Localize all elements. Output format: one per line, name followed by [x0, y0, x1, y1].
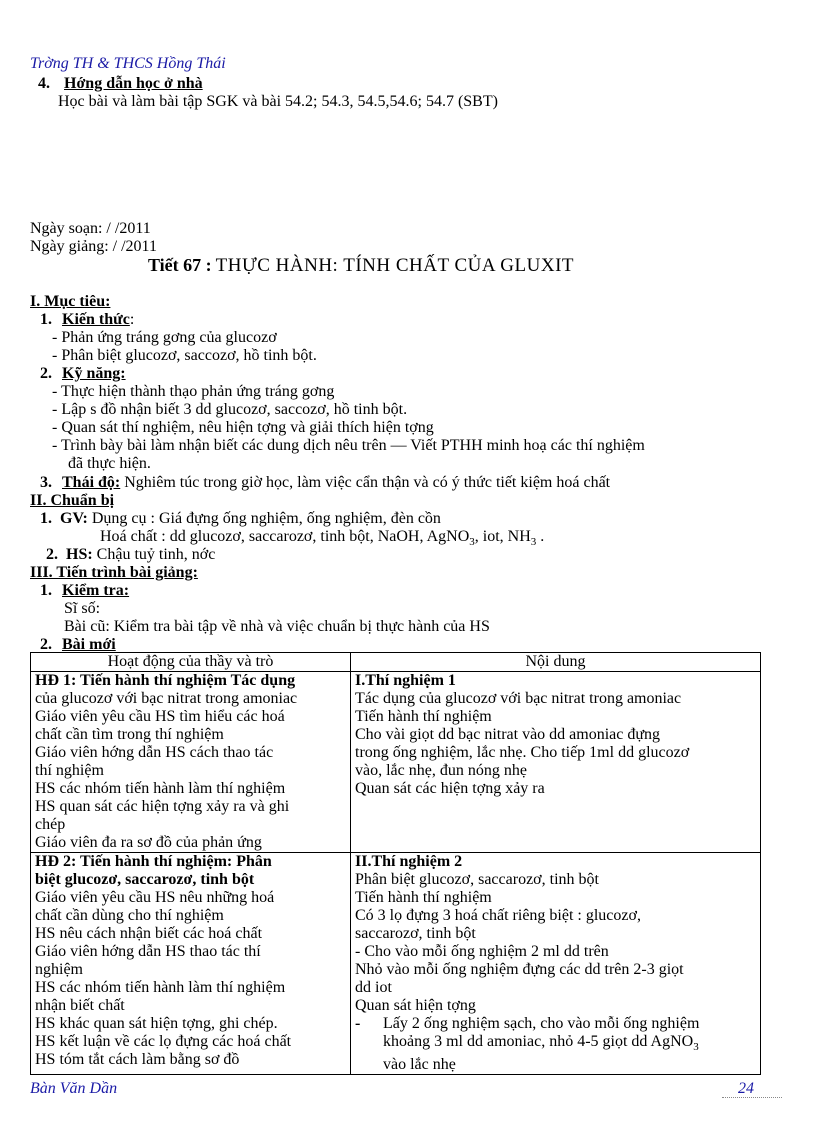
content-line: Quan sát hiện tợng — [355, 997, 476, 1014]
experiment-2-heading: II.Thí nghiệm 2 — [355, 853, 463, 870]
preparation-heading: II. Chuẩn bị — [30, 492, 115, 509]
homework-heading — [38, 75, 203, 93]
skill-item: - Quan sát thí nghiệm, nêu hiện tợng và giải thích hiện tợng — [52, 419, 434, 436]
activity-line: chép — [35, 816, 66, 833]
activity-1-heading: HĐ 1: Tiến hành thí nghiệm Tác dụng — [35, 672, 296, 689]
activity-line: chất cần dùng cho thí nghiệm — [35, 907, 224, 924]
activity-line: Giáo viên hớng dẫn HS cách thao tác — [35, 744, 274, 761]
col-header-content: Nội dung — [351, 653, 761, 672]
homework-heading-text: Hớng dẫn học ở nhà — [64, 75, 203, 92]
hs-num: 2. — [46, 546, 58, 563]
skill-item: - Thực hiện thành thạo phản ứng tráng gơng — [52, 383, 335, 400]
lesson-number: Tiết 67 : — [148, 255, 212, 275]
table-header-row — [31, 653, 761, 672]
activity-line: HS các nhóm tiến hành làm thí nghiệm — [35, 979, 286, 996]
activity-2-heading: biệt glucozơ, saccarozơ, tinh bột — [35, 871, 255, 888]
gv-chem-sub-2: 3 — [530, 536, 537, 549]
homework-text: Học bài và làm bài tập SGK và bài 54.2; 54.3, 54.5,54.6; 54.7 (SBT) — [58, 93, 498, 110]
check-heading — [40, 582, 129, 600]
activity-line: HS kết luận về các lọ đựng các hoá chất — [35, 1033, 292, 1050]
knowledge-label: Kiến thức — [62, 311, 130, 328]
activity-line: thí nghiệm — [35, 762, 104, 779]
bullet-mark: - — [355, 1015, 361, 1032]
activity-line: Giáo viên yêu cầu HS nêu những hoá — [35, 889, 275, 906]
bullet-line: vào lắc nhẹ — [383, 1056, 456, 1074]
hs-text: Chậu tuỷ tinh, nớc — [96, 546, 216, 563]
gv-text: Dụng cụ : Giá đựng ống nghiệm, ống nghiệm, đèn cồn — [91, 510, 441, 527]
bullet-line — [355, 1033, 756, 1056]
content-line: Nhỏ vào mỗi ống nghiệm đựng các dd trên 2-3 giọt — [355, 961, 684, 978]
content-line: Phân biệt glucozơ, saccarozơ, tinh bột — [355, 871, 599, 888]
check-label: Kiểm tra: — [62, 582, 130, 599]
knowledge-num: 1. — [40, 311, 52, 328]
skills-num: 2. — [40, 365, 52, 382]
col-header-activities: Hoạt động của thầy và trò — [31, 653, 351, 672]
knowledge-item: - Phân biệt glucozơ, saccozơ, hồ tinh bột. — [52, 347, 317, 364]
objectives-heading: I. Mục tiêu: — [30, 293, 111, 310]
attitude-label: Thái độ: — [62, 474, 121, 491]
content-line: Tiến hành thí nghiệm — [355, 708, 492, 725]
new-lesson-label: Bài mới — [62, 636, 116, 653]
table-row — [31, 672, 761, 853]
table-row — [31, 853, 761, 1075]
lesson-table — [30, 652, 761, 1075]
process-heading: III. Tiến trình bài giảng: — [30, 564, 198, 581]
attitude-text: Nghiêm túc trong giờ học, làm việc cẩn thận và có ý thức tiết kiệm hoá chất — [124, 474, 611, 491]
date-prepared: Ngày soạn: / /2011 — [30, 220, 151, 237]
new-lesson-num: 2. — [40, 636, 52, 653]
bullet-line-text: khoảng 3 ml dd amoniac, nhỏ 4-5 giọt dd AgNO — [383, 1033, 694, 1050]
skills-label: Kỹ năng: — [62, 365, 126, 382]
content-line: Tiến hành thí nghiệm — [355, 889, 492, 906]
activity-line: chất cần tìm trong thí nghiệm — [35, 726, 224, 743]
skill-item: - Trình bày bài làm nhận biết các dung dịch nêu trên — Viết PTHH minh hoạ các thí nghiệm — [52, 437, 645, 454]
experiment-1-heading: I.Thí nghiệm 1 — [355, 672, 456, 689]
homework-heading-num: 4. — [38, 75, 50, 92]
attendance: Sĩ số: — [64, 600, 101, 617]
hs-label: HS: — [66, 546, 93, 563]
content-line: saccarozơ, tinh bột — [355, 925, 476, 942]
footer-author: Bàn Văn Dần — [30, 1080, 118, 1097]
activity-line: Giáo viên yêu cầu HS tìm hiểu các hoá — [35, 708, 285, 725]
activity-line: HS nêu cách nhận biết các hoá chất — [35, 925, 263, 942]
content-line: Tác dụng của glucozơ với bạc nitrat trong amoniac — [355, 690, 682, 707]
date-taught: Ngày giảng: / /2011 — [30, 238, 157, 255]
activity-line: Giáo viên đa ra sơ đồ của phản ứng — [35, 834, 262, 851]
content-line: Cho vài giọt dd bạc nitrat vào dd amoniac đựng — [355, 726, 661, 743]
hs-line — [46, 546, 215, 564]
skill-item: - Lập s đồ nhận biết 3 dd glucozơ, saccozơ, hồ tinh bột. — [52, 401, 408, 418]
content-line: Có 3 lọ đựng 3 hoá chất riêng biệt : glucozơ, — [355, 907, 641, 924]
school-header: Trờng TH & THCS Hồng Thái — [30, 55, 226, 72]
content-line: Quan sát các hiện tợng xảy ra — [355, 780, 545, 797]
content-line: trong ống nghiệm, lắc nhẹ. Cho tiếp 1ml dd glucozơ — [355, 744, 690, 761]
check-num: 1. — [40, 582, 52, 599]
bullet-item — [355, 1015, 756, 1074]
activity-2-heading: HĐ 2: Tiến hành thí nghiệm: Phân — [35, 853, 272, 870]
knowledge-colon: : — [129, 311, 135, 328]
content-cell-1 — [351, 672, 761, 853]
knowledge-heading — [40, 311, 134, 329]
gv-chem-text: Hoá chất : dd glucozơ, saccarozơ, tinh bột, NaOH, AgNO — [100, 528, 470, 545]
gv-num: 1. — [40, 510, 52, 527]
gv-chem-end: . — [536, 528, 545, 545]
attitude-line — [40, 474, 610, 492]
gv-chem-sub: 3 — [469, 536, 475, 549]
activity-cell-2 — [31, 853, 351, 1075]
activity-line: nhận biết chất — [35, 997, 125, 1014]
activity-cell-1 — [31, 672, 351, 853]
activity-line: Giáo viên hớng dẫn HS thao tác thí — [35, 943, 261, 960]
lesson-title — [148, 256, 574, 276]
gv-chem-text-2: , iot, NH — [474, 528, 531, 545]
activity-line: HS khác quan sát hiện tợng, ghi chép. — [35, 1015, 278, 1032]
activity-line: HS quan sát các hiện tợng xảy ra và ghi — [35, 798, 290, 815]
activity-line: HS tóm tắt cách làm bằng sơ đồ — [35, 1051, 240, 1068]
knowledge-item: - Phản ứng tráng gơng của glucozơ — [52, 329, 277, 346]
content-line: vào, lắc nhẹ, đun nóng nhẹ — [355, 762, 527, 779]
activity-line: nghiệm — [35, 961, 83, 978]
activity-line: của glucozơ với bạc nitrat trong amoniac — [35, 690, 298, 707]
content-line: dd iot — [355, 979, 392, 996]
page-number: 24 — [738, 1080, 754, 1097]
old-lesson-check: Bài cũ: Kiểm tra bài tập về nhà và việc chuẩn bị thực hành của HS — [64, 618, 490, 635]
content-line: - Cho vào mỗi ống nghiệm 2 ml dd trên — [355, 943, 609, 960]
footer-divider — [722, 1097, 782, 1098]
gv-label: GV: — [60, 510, 88, 527]
lesson-title-text: THỰC HÀNH: TÍNH CHẤT CỦA GLUXIT — [215, 255, 575, 276]
skills-heading — [40, 365, 126, 383]
skill-item-continued: đã thực hiện. — [68, 455, 151, 472]
bullet-line: Lấy 2 ống nghiệm sạch, cho vào mỗi ống nghiệm — [383, 1015, 700, 1032]
activity-line: HS các nhóm tiến hành làm thí nghiệm — [35, 780, 286, 797]
content-cell-2 — [351, 853, 761, 1075]
gv-line — [40, 510, 441, 528]
attitude-num: 3. — [40, 474, 52, 491]
bullet-sub: 3 — [693, 1041, 699, 1054]
